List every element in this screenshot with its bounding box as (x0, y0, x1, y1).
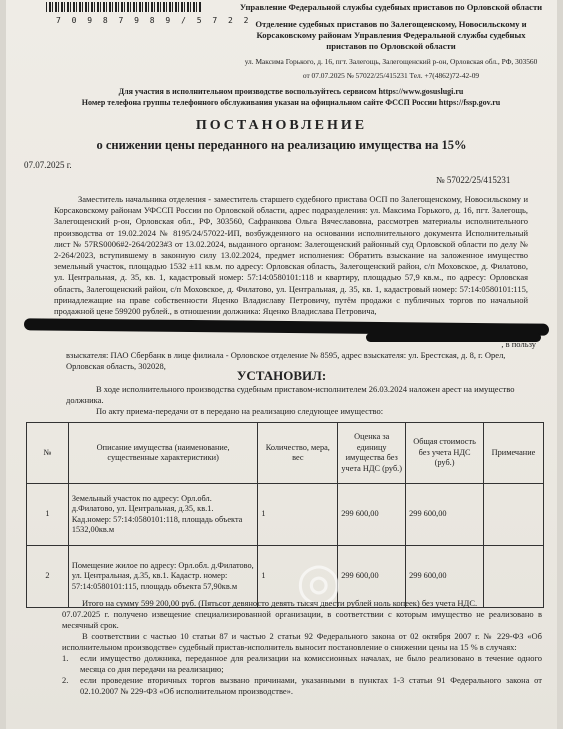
claimant-tail: , в пользу (501, 339, 536, 349)
col-note: Примечание (484, 423, 544, 484)
doc-subtitle: о снижении цены переданного на реализацию имущества на 15% (96, 138, 467, 152)
list-item (62, 675, 542, 697)
claimant-text: взыскателя: ПАО Сбербанк в лице филиала - Орловское отделение № 8595, адрес взыскателя: ул. Брестская, д. 8, г. Орел, Орловская область, 302028, (66, 350, 506, 371)
barcode-number: 7 0 9 8 7 9 8 9 / 5 7 2 2 (56, 16, 252, 25)
barcode (46, 2, 201, 12)
document-sheet (6, 0, 557, 729)
findings (66, 384, 536, 417)
issuing-organization (236, 2, 546, 81)
intro-paragraph (54, 194, 528, 317)
table-row (27, 484, 544, 546)
cell-note (484, 484, 544, 546)
cell-total: 299 600,00 (406, 484, 484, 546)
org-ref: от 07.07.2025 № 57022/25/415231 Тел. +7(4862)72-42-09 (302, 71, 480, 80)
total-line: Итого на сумму 599 200,00 руб. (Пятьсот девяносто девять тысяч двести рублей ноль копеек) без учета НДС. (82, 598, 478, 608)
list-item-number: 1. (62, 653, 69, 663)
property-table (26, 422, 544, 608)
established-heading: УСТАНОВИЛ: (236, 368, 327, 383)
table-header-row (27, 423, 544, 484)
col-total: Общая стоимость без учета НДС (руб.) (406, 423, 484, 484)
arrest-paragraph: В ходе исполнительного производства судебным приставом-исполнителем 26.03.2024 наложен арест на имущество должника. (66, 384, 515, 405)
cell-total: 299 600,00 (406, 546, 484, 608)
service-info (46, 86, 536, 108)
list-item-text: если имущество должника, переданное для реализации на комиссионных началах, не было реализовано в течение одного месяца со дня передачи на реализацию; (80, 653, 542, 674)
cell-description: Земельный участок по адресу: Орл.обл. д.Филатово, ул. Центральная, д.35, кв.1. Кад.номер: 57:14:0580101:118, площадь объекта 1532,00кв.м (68, 484, 258, 546)
cell-unit-price: 299 600,00 (338, 484, 406, 546)
col-number: № (27, 423, 69, 484)
doc-number: № 57022/25/415231 (436, 175, 511, 185)
cell-unit-price: 299 600,00 (338, 546, 406, 608)
intro-text: Заместитель начальника отделения - заместитель старшего судебного пристава ОСП по Залегощенскому, Новосильскому и Корсаковскому районам УФССП России по Орловской области, адрес подразделения: ул. Максима Горького, д. 16, пгт. Залегощь, Залегощенский р-он, Орловская обл., РФ, 303560, Сафранкова Ольга Вячеславовна, рассмотрев материалы исполнительного производства от 19.02.2024 № 8195/24/57022-ИП, возбужденного на основании исполнительного документа Исполнительный лист № 57RS0006#2-264/2023#3 от 13.02.2024, выданного органом: Залегощенский районный суд Орловской области по делу № 2-264/2023, вступившему в законную силу 13.02.2024, предмет исполнения: Обратить взыскание на заложенное имущество земельный участок, площадью 1532 ±11 кв.м. по адресу: Орловская область, Залегощенский район, с/п Моховское, д. Филатово, ул. Центральная, д. 35, кв. 1, кадастровый номер: 57:14:0580101:118 и квартиру, площадью 57,9 кв.м., по адресу: Орловская область, Залегощенский район, с/п Моховское, д. Филатово, ул. Центральная, д. 35, кв. 1, кадастровый номер: 57:14:0580101:115, принадлежащие на праве собственности Яценко Владиславу Петровичу, путём продажи с публичных торгов по начальной продажной цене 599200 рублей., в отношении должника: Яценко Владислава Петровича, (54, 194, 528, 317)
org-address: ул. Максима Горького, д. 16, пгт. Залегощь, Залегощенский р-он, Орловская обл., РФ, 303560 (244, 57, 538, 66)
transfer-paragraph: По акту приема-передачи от в передано на реализацию следующее имущество: (96, 406, 384, 416)
org-line-2: Отделение судебных приставов по Залегощенскому, Новосильскому и Корсаковскому районам Управления Федеральной службы судебных приставов по Орловской области (255, 19, 527, 51)
col-unit-price: Оценка за единицу имущества без учета НДС (руб.) (338, 423, 406, 484)
gosuslugi-line: Для участия в исполнительном производстве воспользуйтесь сервисом https://www.gosuslugi.ru (118, 87, 464, 96)
legal-basis-paragraph: В соответствии с частью 10 статьи 87 и частью 2 статьи 92 Федерального закона от 02 октября 2007 г. № 229-ФЗ «Об исполнительном производстве» судебный пристав-исполнитель выносит постановление о снижении цены на 15 % в случаях: (62, 631, 542, 652)
cell-number: 2 (27, 546, 69, 608)
list-item-text: если проведение вторичных торгов вызвано причинами, указанными в пунктах 1-3 статьи 91 Федерального закона от 02.10.2007 № 229-ФЗ «Об исполнительном производстве». (80, 675, 542, 696)
cell-quantity: 1 (258, 484, 338, 546)
notice-paragraph: 07.07.2025 г. получено извещение специализированной организации, в соответствии с которым имущество не реализовано в месячный срок. (62, 609, 542, 630)
doc-title: ПОСТАНОВЛЕНИЕ (195, 118, 368, 133)
closing-section (62, 598, 542, 697)
col-description: Описание имущества (наименование, существенные характеристики) (68, 423, 258, 484)
col-quantity: Количество, мера, вес (258, 423, 338, 484)
list-item (62, 653, 542, 675)
list-item-number: 2. (62, 675, 69, 685)
cell-number: 1 (27, 484, 69, 546)
cell-quantity: 1 (258, 546, 338, 608)
cell-description: Помещение жилое по адресу: Орл.обл. д.Филатово, ул. Центральная, д.35, кв.1. Кадастр. номер: 57:14:0580101:115, площадь объекта 57,90кв.м (68, 546, 258, 608)
doc-date: 07.07.2025 г. (24, 160, 72, 170)
phone-line: Номер телефона группы телефонного обслуживания указан на официальном сайте ФССП России https://fssp.gov.ru (81, 98, 501, 107)
watermark-icon: ◎ (296, 552, 342, 612)
org-line-1: Управление Федеральной службы судебных приставов по Орловской области (239, 2, 543, 12)
